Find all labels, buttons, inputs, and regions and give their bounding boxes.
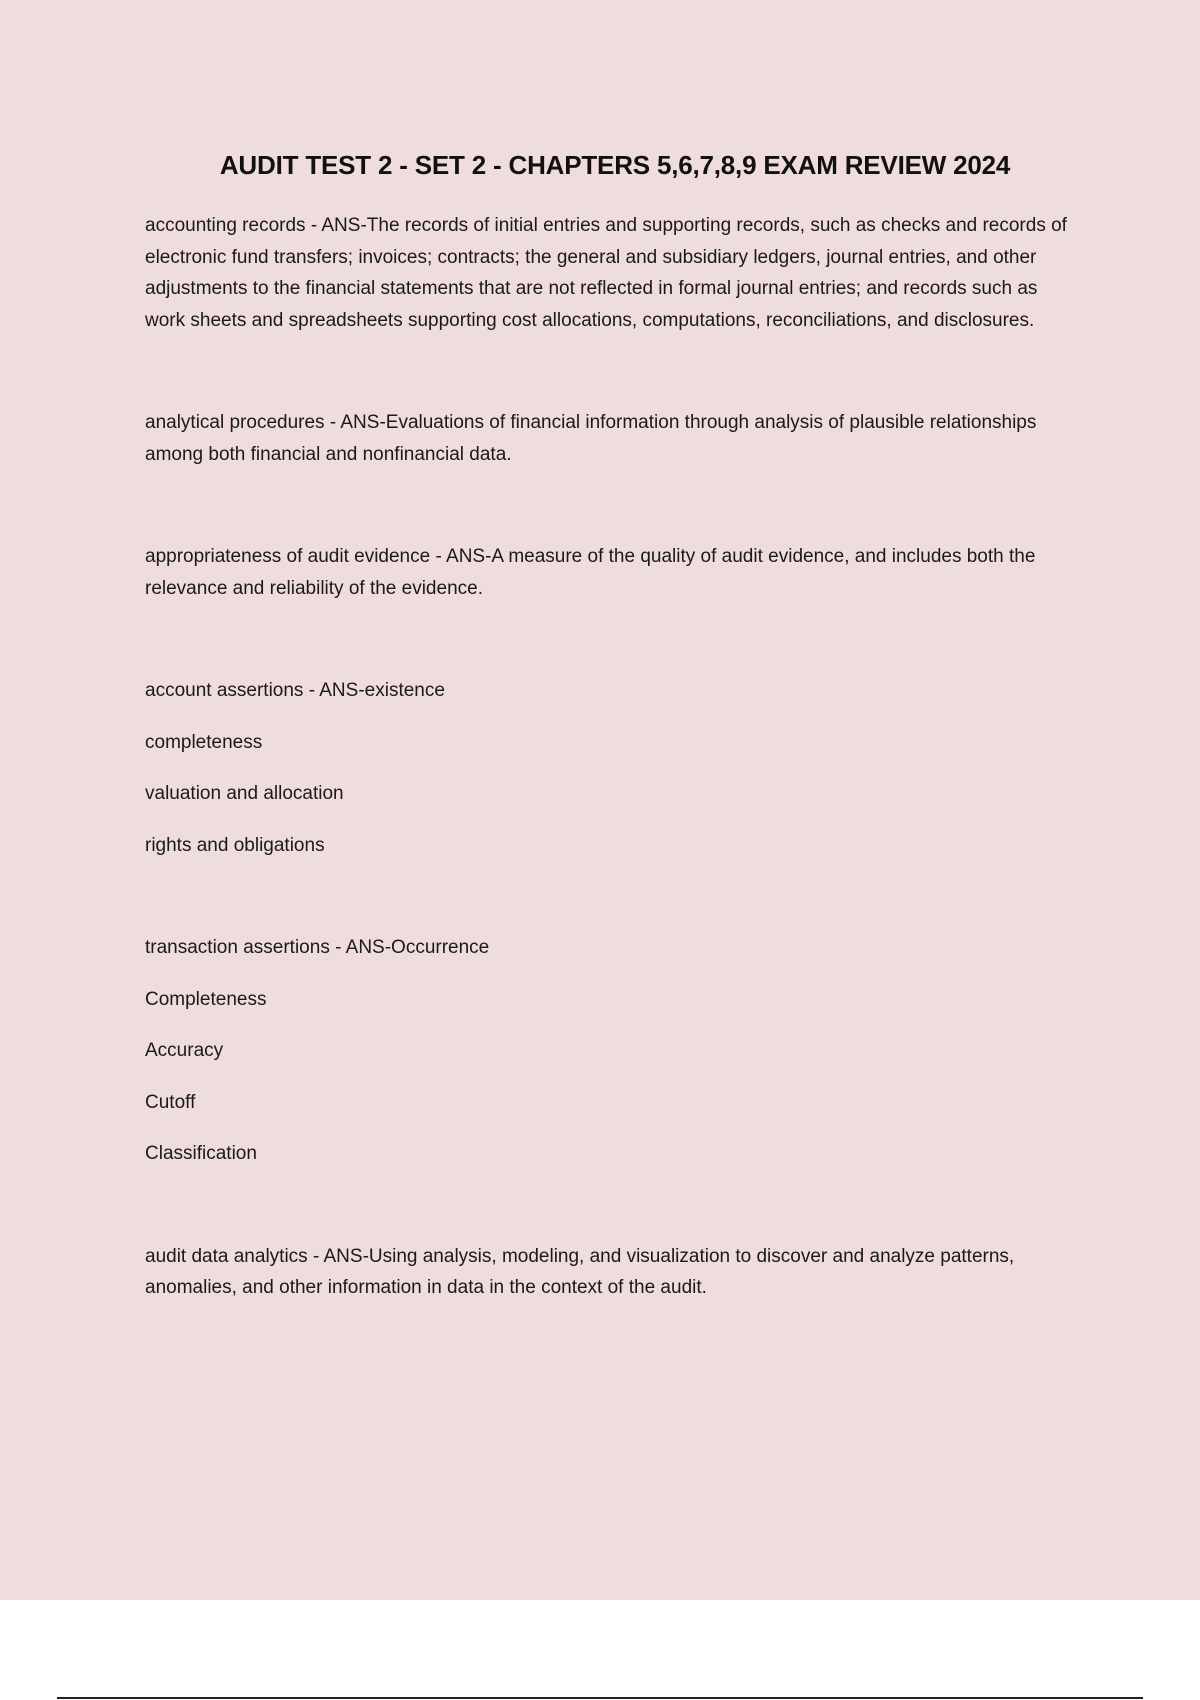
entry-spacer — [145, 470, 1080, 541]
entry-line: transaction assertions - ANS-Occurrence — [145, 937, 490, 958]
entry-appropriateness-of-audit-evidence — [145, 541, 1080, 604]
entry-spacer — [145, 861, 1080, 932]
entry-line: rights and obligations — [145, 834, 325, 856]
entry-text: appropriateness of audit evidence - ANS-A measure of the quality of audit evidence, and includes both the relevance and reliability of the evidence. — [145, 546, 1036, 599]
entry-line: Completeness — [145, 988, 267, 1010]
entry-transaction-assertions — [145, 932, 1080, 1170]
entry-text: analytical procedures - ANS-Evaluations of financial information through analysis of plausible relationships among both financial and nonfinancial data. — [145, 412, 1037, 465]
document-body — [145, 210, 1080, 1304]
entry-text: audit data analytics - ANS-Using analysis, modeling, and visualization to discover and analyze patterns, anomalies, and other information in data in the context of the audit. — [145, 1245, 1015, 1298]
entry-line: valuation and allocation — [145, 783, 344, 804]
entry-line: Classification — [145, 1143, 257, 1164]
entry-spacer — [145, 604, 1080, 675]
entry-accounting-records — [145, 210, 1080, 336]
footer-divider — [57, 1697, 1143, 1699]
document-title: AUDIT TEST 2 - SET 2 - CHAPTERS 5,6,7,8,9 EXAM REVIEW 2024 — [219, 150, 1011, 180]
entry-analytical-procedures — [145, 407, 1080, 470]
entry-account-assertions — [145, 675, 1080, 861]
entry-line: account assertions - ANS-existence — [145, 680, 445, 701]
entry-line: completeness — [145, 731, 263, 753]
entry-text: accounting records - ANS-The records of initial entries and supporting records, such as checks and records of electronic fund transfers; invoices; contracts; the general and subsidiary ledgers, journal entries, and other adjustments to the financial statements that are not reflected in formal journal entries; and records such as work sheets and spreadsheets supporting cost allocations, computations, reconciliations, and disclosures. — [145, 215, 1067, 331]
entry-line: Cutoff — [145, 1091, 196, 1113]
entry-spacer — [145, 1170, 1080, 1241]
entry-spacer — [145, 336, 1080, 407]
entry-audit-data-analytics — [145, 1241, 1080, 1304]
entry-line: Accuracy — [145, 1040, 224, 1061]
